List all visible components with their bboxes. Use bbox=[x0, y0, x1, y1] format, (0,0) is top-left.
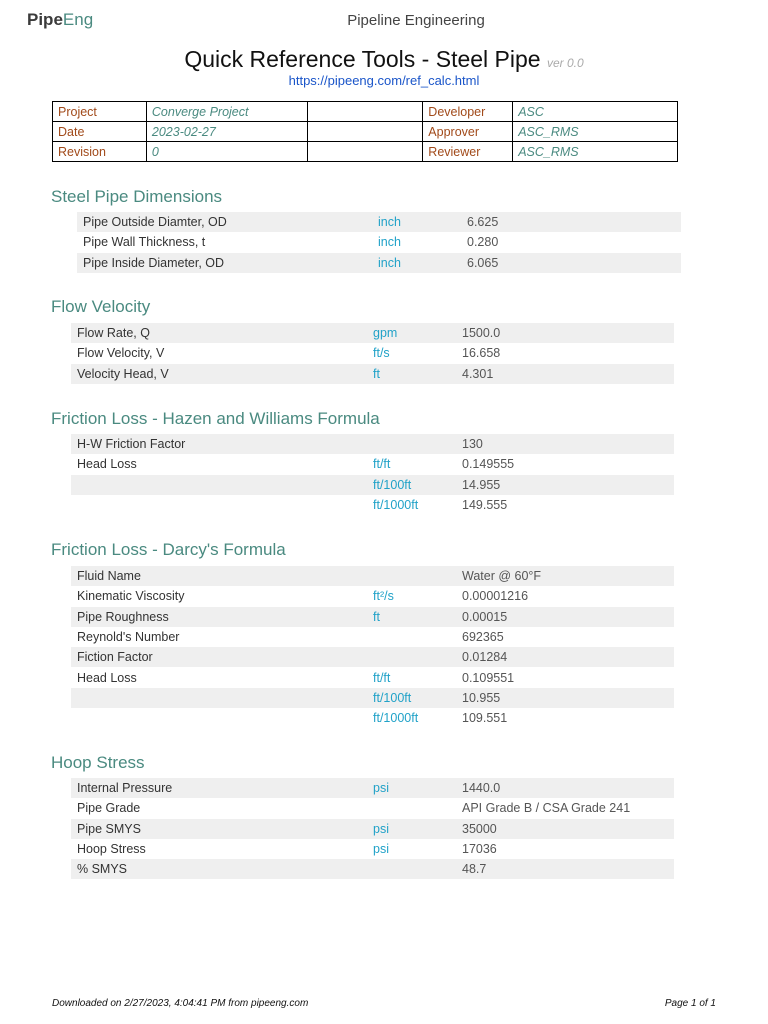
row-unit: ft²/s bbox=[373, 589, 394, 604]
row-label: Pipe Wall Thickness, t bbox=[83, 235, 206, 250]
info-label: Developer bbox=[423, 102, 513, 122]
table-row bbox=[71, 647, 674, 667]
row-value: 109.551 bbox=[462, 711, 508, 726]
row-label: Pipe Roughness bbox=[71, 607, 367, 627]
row-label: Pipe Inside Diameter, OD bbox=[77, 253, 372, 273]
table-row bbox=[71, 778, 674, 798]
row-value: API Grade B / CSA Grade 241 bbox=[462, 801, 631, 816]
row-label: Hoop Stress bbox=[77, 842, 146, 857]
row-value: 17036 bbox=[462, 842, 497, 857]
row-label: Reynold's Number bbox=[77, 630, 180, 645]
row-value: 692365 bbox=[462, 630, 504, 645]
info-label: Reviewer bbox=[423, 142, 513, 162]
info-label: Date bbox=[53, 122, 147, 142]
row-unit: psi bbox=[367, 819, 456, 839]
info-label: Revision bbox=[53, 142, 147, 162]
row-value: 0.149555 bbox=[462, 457, 515, 472]
row-unit: ft bbox=[367, 364, 456, 384]
info-row-project bbox=[53, 102, 678, 122]
table-row bbox=[71, 667, 674, 687]
hoop-stress-table bbox=[71, 778, 674, 879]
info-value: ASC_RMS bbox=[513, 142, 678, 162]
table-row bbox=[71, 454, 674, 474]
row-value: 6.065 bbox=[461, 253, 681, 273]
info-label: Project bbox=[53, 102, 147, 122]
info-value: ASC bbox=[513, 102, 678, 122]
row-label bbox=[71, 495, 367, 515]
row-value: 16.658 bbox=[462, 346, 501, 361]
info-blank-cell bbox=[307, 122, 423, 142]
table-row bbox=[77, 253, 681, 273]
row-value: 130 bbox=[456, 434, 674, 454]
table-row bbox=[71, 819, 674, 839]
info-blank-cell bbox=[307, 102, 423, 122]
row-value: 1440.0 bbox=[456, 778, 674, 798]
title-text: Quick Reference Tools - Steel Pipe bbox=[184, 46, 541, 72]
darcy-table bbox=[71, 566, 674, 728]
row-value: 0.109551 bbox=[462, 670, 515, 685]
row-value: 48.7 bbox=[456, 859, 674, 879]
row-unit bbox=[367, 798, 456, 818]
row-unit bbox=[367, 434, 456, 454]
row-value: Water @ 60°F bbox=[456, 566, 674, 586]
page-url-link[interactable]: https://pipeeng.com/ref_calc.html bbox=[288, 73, 480, 88]
row-unit bbox=[367, 647, 456, 667]
row-unit: ft/s bbox=[373, 346, 390, 361]
row-label bbox=[71, 475, 367, 495]
row-value: 0.01284 bbox=[456, 647, 674, 667]
row-value: 35000 bbox=[456, 819, 674, 839]
row-unit: inch bbox=[378, 235, 401, 250]
row-label: Head Loss bbox=[77, 670, 137, 685]
table-row bbox=[71, 859, 674, 879]
row-unit bbox=[367, 859, 456, 879]
info-label: Approver bbox=[423, 122, 513, 142]
section-title-darcy: Friction Loss - Darcy's Formula bbox=[51, 540, 286, 559]
row-label: Velocity Head, V bbox=[71, 364, 367, 384]
info-value: ASC_RMS bbox=[513, 122, 678, 142]
section-title-hazen-williams: Friction Loss - Hazen and Williams Formula bbox=[51, 409, 380, 428]
row-unit: ft/100ft bbox=[367, 688, 456, 708]
row-label: Fiction Factor bbox=[71, 647, 367, 667]
row-value: 0.280 bbox=[467, 235, 499, 250]
row-value: 149.555 bbox=[462, 498, 508, 513]
table-row bbox=[71, 607, 674, 627]
table-row bbox=[71, 839, 674, 859]
row-label: Flow Rate, Q bbox=[71, 323, 367, 343]
section-title-hoop-stress: Hoop Stress bbox=[51, 753, 145, 772]
table-row bbox=[71, 475, 674, 495]
version-label: ver 0.0 bbox=[546, 56, 584, 70]
logo-text-eng: Eng bbox=[62, 10, 94, 29]
row-label: Pipe Grade bbox=[77, 801, 141, 816]
table-row bbox=[71, 586, 674, 606]
row-unit bbox=[367, 627, 456, 647]
row-label: Fluid Name bbox=[71, 566, 367, 586]
table-row bbox=[71, 688, 674, 708]
logo-text-pipe: Pipe bbox=[27, 10, 63, 29]
info-blank-cell bbox=[307, 142, 423, 162]
table-row bbox=[77, 212, 681, 232]
row-label: Pipe SMYS bbox=[71, 819, 367, 839]
page-number: Page 1 of 1 bbox=[664, 998, 716, 1009]
row-unit: ft/1000ft bbox=[373, 711, 419, 726]
table-row bbox=[71, 798, 674, 818]
table-row bbox=[71, 566, 674, 586]
row-unit: ft/1000ft bbox=[373, 498, 419, 513]
row-label bbox=[71, 688, 367, 708]
row-unit: inch bbox=[372, 253, 461, 273]
row-label: % SMYS bbox=[71, 859, 367, 879]
row-value: 0.00001216 bbox=[462, 589, 529, 604]
row-label bbox=[71, 708, 367, 728]
row-value: 1500.0 bbox=[456, 323, 674, 343]
table-row bbox=[71, 495, 674, 515]
info-value: 2023-02-27 bbox=[146, 122, 307, 142]
site-name: Pipeline Engineering bbox=[347, 12, 485, 29]
row-unit: gpm bbox=[367, 323, 456, 343]
row-unit: ft/ft bbox=[373, 670, 391, 685]
row-label: Flow Velocity, V bbox=[77, 346, 165, 361]
hazen-williams-table bbox=[71, 434, 674, 515]
info-row-revision bbox=[53, 142, 678, 162]
table-row bbox=[77, 232, 681, 252]
row-unit: psi bbox=[367, 778, 456, 798]
row-value: 14.955 bbox=[456, 475, 674, 495]
page-title bbox=[0, 46, 768, 73]
row-label: Pipe Outside Diamter, OD bbox=[77, 212, 372, 232]
row-value: 4.301 bbox=[456, 364, 674, 384]
row-unit: ft bbox=[367, 607, 456, 627]
section-title-flow-velocity: Flow Velocity bbox=[51, 297, 151, 316]
row-unit bbox=[367, 566, 456, 586]
row-label: Kinematic Viscosity bbox=[77, 589, 185, 604]
download-timestamp: Downloaded on 2/27/2023, 4:04:41 PM from pipeeng.com bbox=[52, 998, 309, 1009]
table-row bbox=[71, 323, 674, 343]
info-value: 0 bbox=[146, 142, 307, 162]
table-row bbox=[71, 708, 674, 728]
table-row bbox=[71, 364, 674, 384]
table-row bbox=[71, 434, 674, 454]
info-value: Converge Project bbox=[146, 102, 307, 122]
flow-velocity-table bbox=[71, 323, 674, 384]
row-unit: psi bbox=[373, 842, 389, 857]
row-label: H-W Friction Factor bbox=[71, 434, 367, 454]
section-title-pipe-dimensions: Steel Pipe Dimensions bbox=[51, 187, 223, 206]
row-value: 0.00015 bbox=[456, 607, 674, 627]
row-label: Internal Pressure bbox=[71, 778, 367, 798]
table-row bbox=[71, 343, 674, 363]
row-value: 10.955 bbox=[456, 688, 674, 708]
row-unit: ft/ft bbox=[373, 457, 391, 472]
row-label: Head Loss bbox=[77, 457, 137, 472]
pipe-dimensions-table bbox=[77, 212, 681, 273]
row-value: 6.625 bbox=[461, 212, 681, 232]
row-unit: inch bbox=[372, 212, 461, 232]
info-row-date bbox=[53, 122, 678, 142]
table-row bbox=[71, 627, 674, 647]
project-info-table bbox=[52, 101, 678, 162]
row-unit: ft/100ft bbox=[367, 475, 456, 495]
